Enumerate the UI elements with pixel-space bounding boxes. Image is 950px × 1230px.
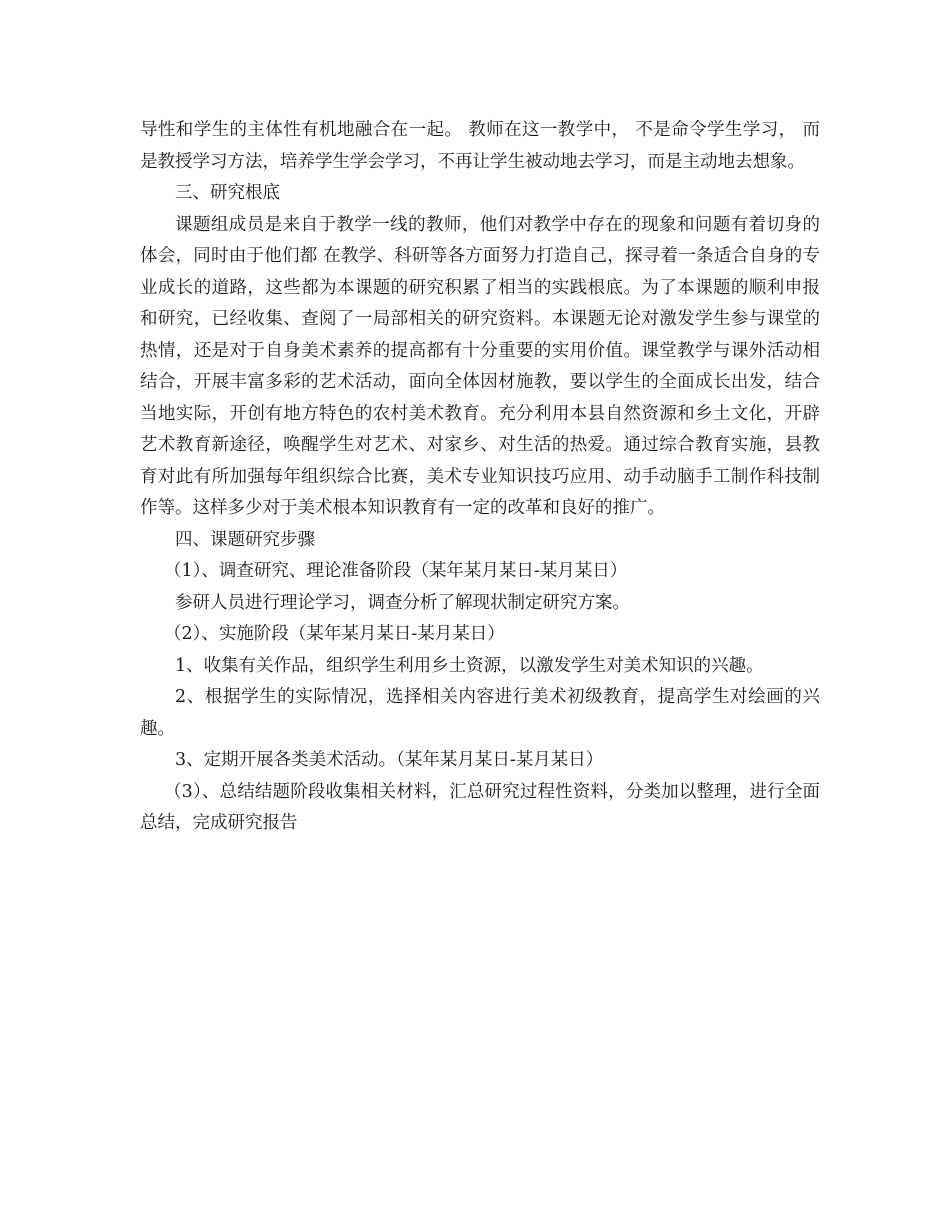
paragraph-continuation: 导性和学生的主体性有机地融合在一起。 教师在这一教学中， 不是命令学生学习， 而是教授学习方法，培养学生学会学习，不再让学生被动地去学习，而是主动地去想象。	[140, 120, 820, 172]
document-body	[140, 115, 820, 840]
step-1-heading: （1）、调查研究、理论准备阶段（某年某月某日-某月某日）	[164, 561, 628, 581]
step-2-item-3: 3、定期开展各类美术活动。（某年某月某日-某月某日）	[175, 750, 604, 770]
step-1-text: 参研人员进行理论学习，调查分析了解现状制定研究方案。	[175, 592, 630, 613]
step-2-heading: （2）、实施阶段（某年某月某日-某月某日）	[164, 624, 505, 644]
step-2-item-2: 2、根据学生的实际情况，选择相关内容进行美术初级教育，提高学生对绘画的兴趣。	[140, 687, 820, 739]
step-2-item-1: 1、收集有关作品，组织学生利用乡土资源，以激发学生对美术知识的兴趣。	[175, 655, 764, 676]
section-heading-research-steps: 四、课题研究步骤	[175, 529, 315, 550]
paragraph-research-basis: 课题组成员是来自于教学一线的教师，他们对教学中存在的现象和问题有着切身的体会，同时由于他们都 在教学、科研等各方面努力打造自己，探寻着一条适合自身的专业成长的道路，这些都为本课题的研究积累了相当的实践根底。为了本课题的顺利申报和研究，已经收集、查阅了一局部相关的研究资料。本课题无论对激发学生参与课堂的热情，还是对于自身美术素养的提高都有十分重要的实用价值。课堂教学与课外活动相结合，开展丰富多彩的艺术活动，面向全体因材施教，要以学生的全面成长出发，结合当地实际，开创有地方特色的农村美术教育。充分利用本县自然资源和乡土文化，开辟艺术教育新途径，唤醒学生对艺术、对家乡、对生活的热爱。通过综合教育实施，县教育对此有所加强每年组织综合比赛，美术专业知识技巧应用、动手动脑手工制作科技制作等。这样多少对于美术根本知识教育有一定的改革和良好的推广。	[140, 214, 820, 518]
section-heading-research-basis: 三、研究根底	[175, 183, 280, 203]
step-3-paragraph: （3）、总结结题阶段收集相关材料，汇总研究过程性资料，分类加以整理，进行全面总结，完成研究报告	[140, 781, 820, 833]
